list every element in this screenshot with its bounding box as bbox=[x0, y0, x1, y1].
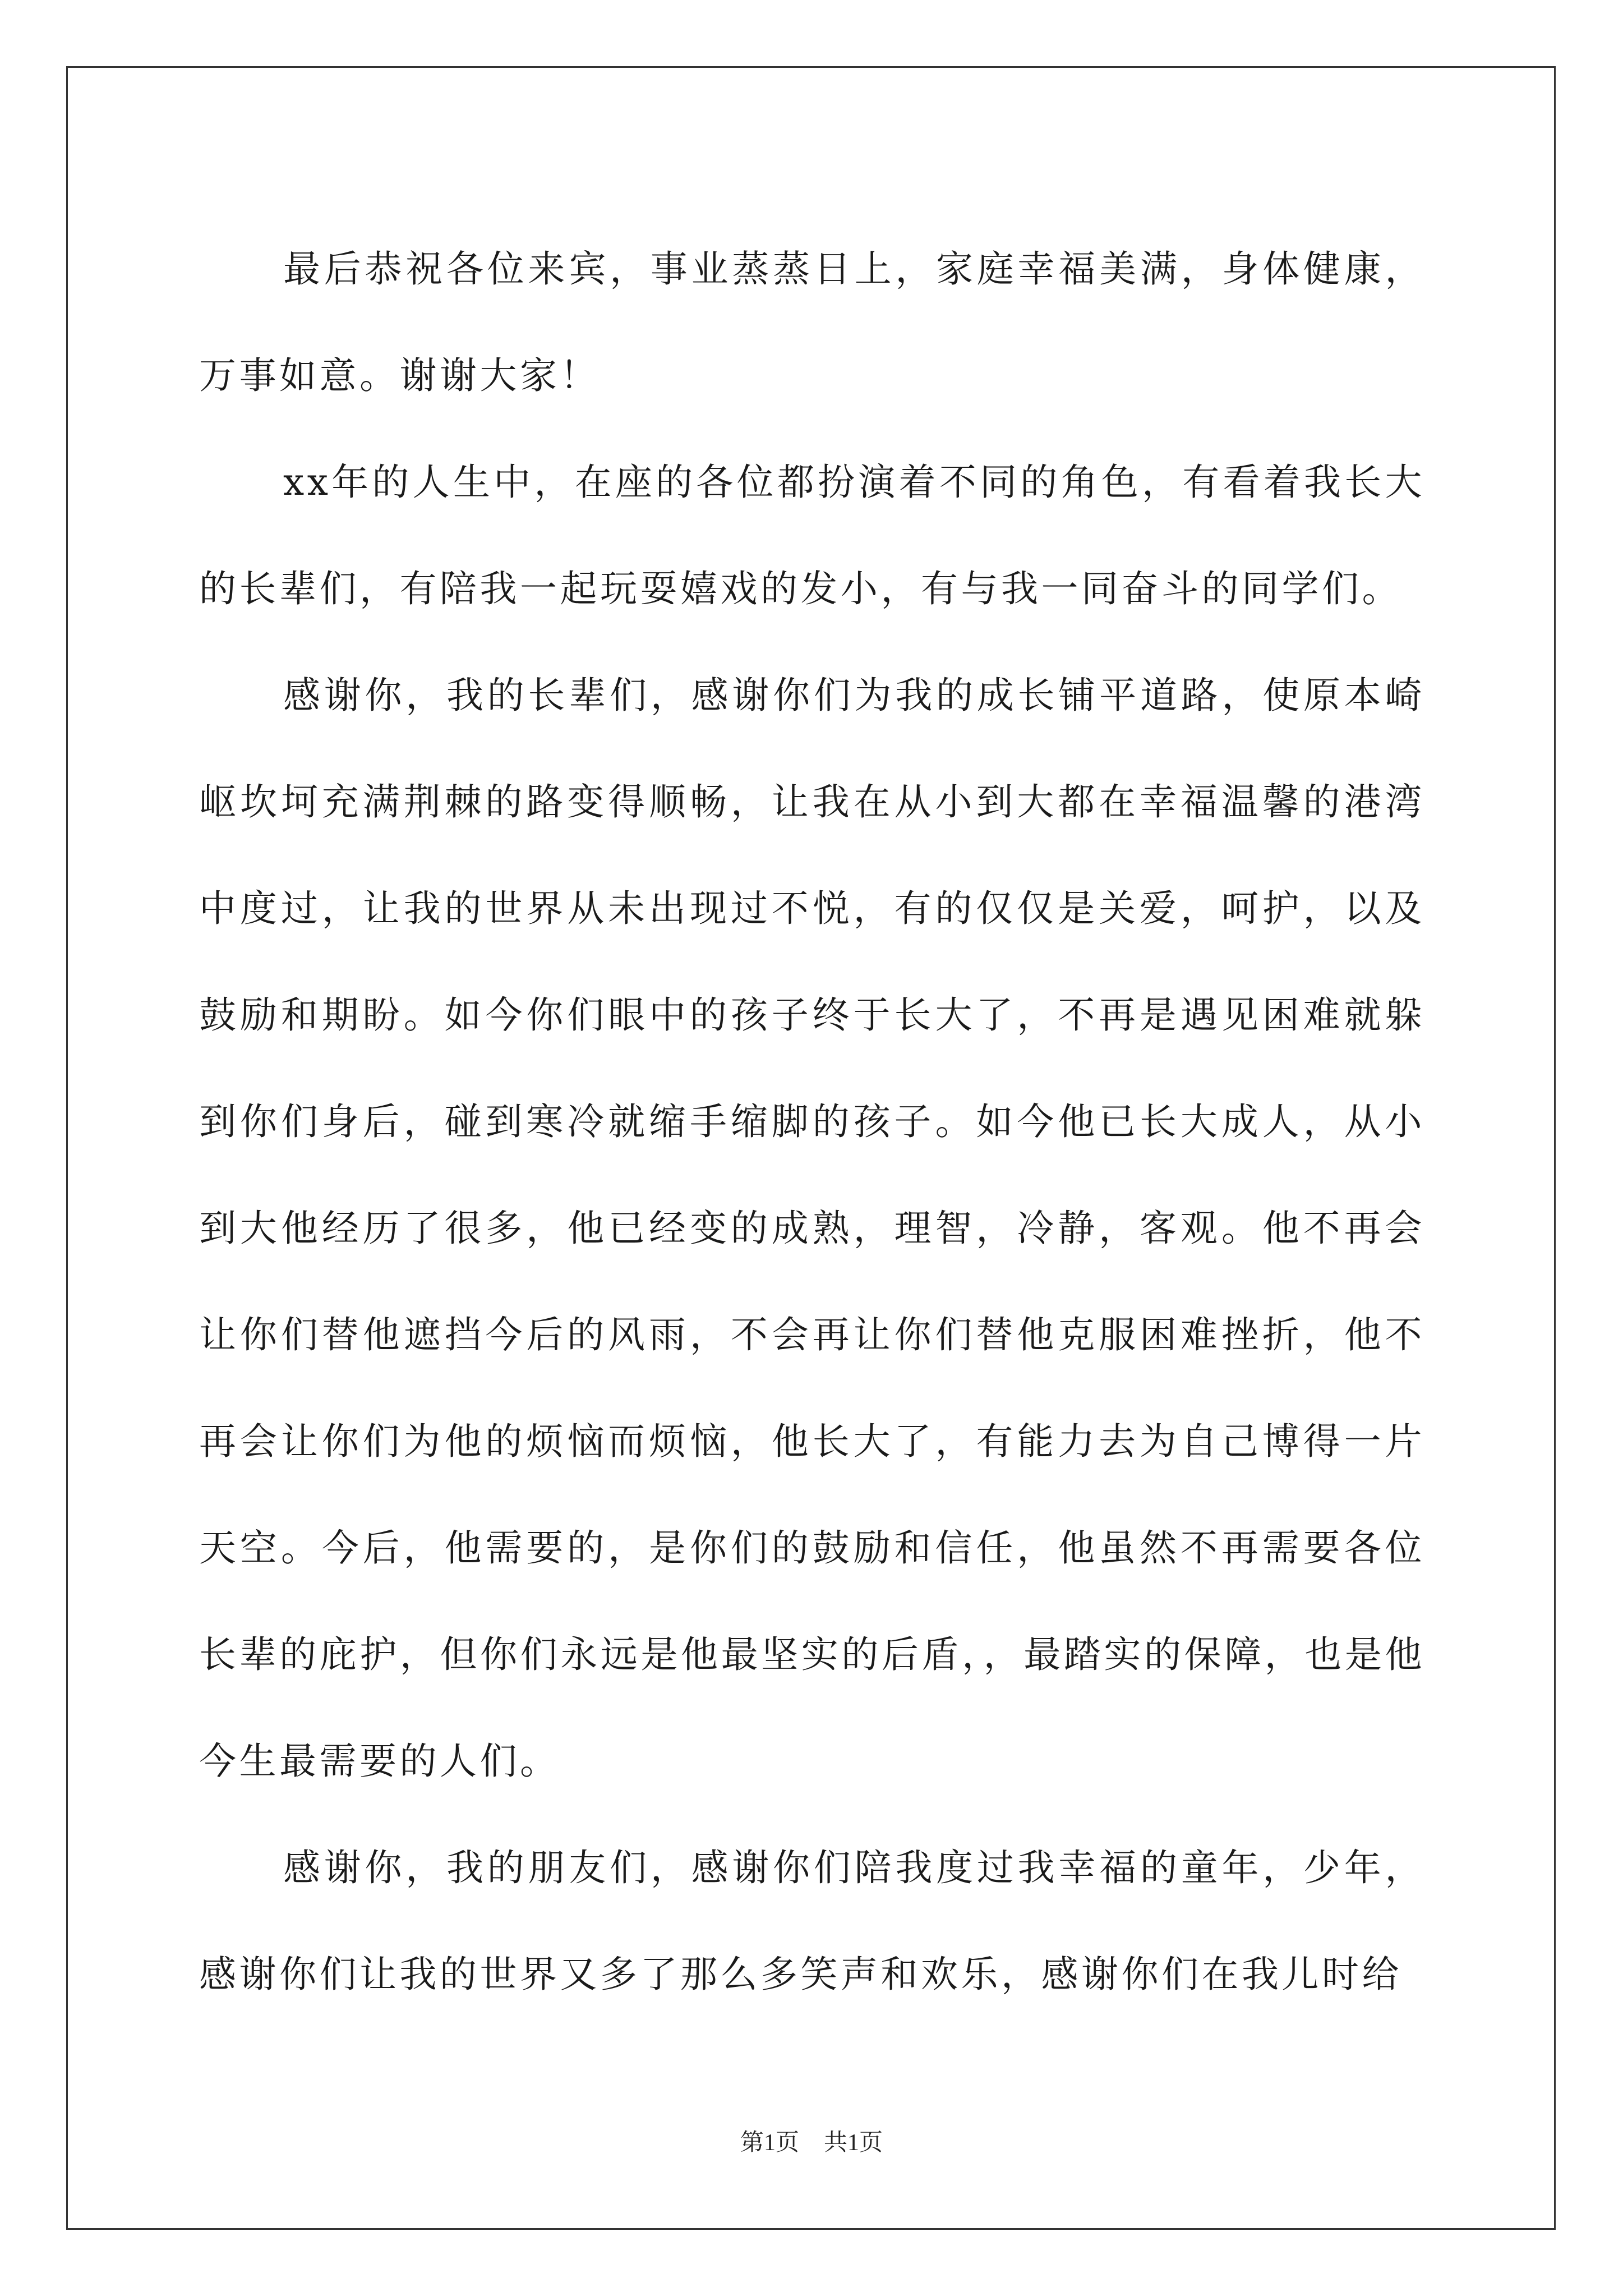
paragraph-roles: xx年的人生中，在座的各位都扮演着不同的角色，有看着我长大的长辈们，有陪我一起玩耍嬉戏的发小，有与我一同奋斗的同学们。 bbox=[199, 461, 1425, 610]
paragraph-thanks-friends: 感谢你，我的朋友们，感谢你们陪我度过我幸福的童年，少年，感谢你们让我的世界又多了那么多笑声和欢乐，感谢你们在我儿时给 bbox=[199, 1846, 1425, 1996]
paragraph-thanks-elders: 感谢你，我的长辈们，感谢你们为我的成长铺平道路，使原本崎岖坎坷充满荆棘的路变得顺畅，让我在从小到大都在幸福温馨的港湾中度过，让我的世界从未出现过不悦，有的仅仅是关爱，呵护，以及鼓励和期盼。如今你们眼中的孩子终于长大了，不再是遇见困难就躲到你们身后，碰到寒冷就缩手缩脚的孩子。如今他已长大成人，从小到大他经历了很多，他已经变的成熟，理智，冷静，客观。他不再会让你们替他遮挡今后的风雨，不会再让你们替他克服困难挫折，他不再会让你们为他的烦恼而烦恼，他长大了，有能力去为自己博得一片天空。今后，他需要的，是你们的鼓励和信任，他虽然不再需要各位长辈的庇护，但你们永远是他最坚实的后盾，，最踏实的保障，也是他今生最需要的人们。 bbox=[199, 674, 1425, 1783]
paragraph-closing-wishes: 最后恭祝各位来宾，事业蒸蒸日上，家庭幸福美满，身体健康，万事如意。谢谢大家！ bbox=[199, 247, 1425, 397]
page-footer bbox=[0, 2126, 1623, 2160]
page-number-current: 第1页 bbox=[740, 2130, 799, 2156]
document-body bbox=[199, 216, 1425, 2028]
page-number-total: 共1页 bbox=[824, 2130, 883, 2156]
